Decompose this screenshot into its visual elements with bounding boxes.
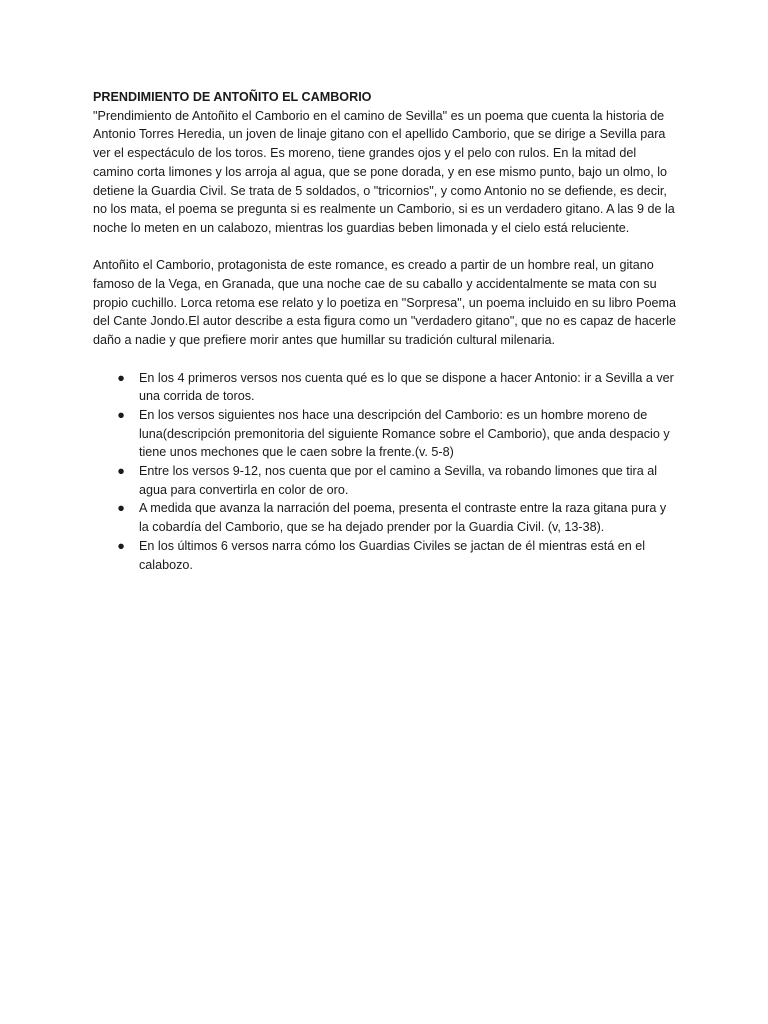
document-title: PRENDIMIENTO DE ANTOÑITO EL CAMBORIO <box>93 90 372 104</box>
bullet-text: En los versos siguientes nos hace una descripción del Camborio: es un hombre moreno de luna(descripción premonitoria del siguiente Romance sobre el Camborio), que anda despacio y tiene unos mechones que le caen sobre la frente.(v. 5-8) <box>139 407 670 460</box>
bullet-icon: ● <box>117 464 125 479</box>
bullet-list <box>93 369 679 575</box>
bullet-text: A medida que avanza la narración del poema, presenta el contraste entre la raza gitana pura y la cobardía del Camborio, que se ha dejado prender por la Guardia Civil. (v, 13-38). <box>139 501 667 535</box>
paragraph-background: Antoñito el Camborio, protagonista de este romance, es creado a partir de un hombre real, un gitano famoso de la Vega, en Granada, que una noche cae de su caballo y accidentalmente se mata con su propio cuchillo. Lorca retoma ese relato y lo poetiza en "Sorpresa", un poema incluido en su libro Poema del Cante Jondo.El autor describe a esta figura como un "verdadero gitano", que no es capaz de hacerle daño a nadie y que prefiere morir antes que humillar su tradición cultural milenaria. <box>93 258 677 348</box>
bullet-icon: ● <box>117 538 125 553</box>
bullet-item <box>93 537 679 574</box>
bullet-icon: ● <box>117 501 125 516</box>
bullet-item <box>93 369 679 406</box>
bullet-text: En los 4 primeros versos nos cuenta qué es lo que se dispone a hacer Antonio: ir a Sevilla a ver una corrida de toros. <box>139 370 674 404</box>
bullet-text: En los últimos 6 versos narra cómo los Guardias Civiles se jactan de él mientras está en el calabozo. <box>139 538 646 572</box>
document-page <box>93 88 679 574</box>
bullet-text: Entre los versos 9-12, nos cuenta que por el camino a Sevilla, va robando limones que tira al agua para convertirla en color de oro. <box>139 464 658 497</box>
bullet-item <box>93 462 679 499</box>
bullet-icon: ● <box>117 370 125 385</box>
bullet-item <box>93 406 679 462</box>
bullet-item <box>93 499 679 536</box>
paragraph-intro: "Prendimiento de Antoñito el Camborio en el camino de Sevilla" es un poema que cuenta la historia de Antonio Torres Heredia, un joven de linaje gitano con el apellido Camborio, que se dirige a Sevilla para ver el espectáculo de los toros. Es moreno, tiene grandes ojos y el pelo con rulos. En la mitad del camino corta limones y los arroja al agua, que se pone dorada, y en ese mismo punto, bajo un olmo, lo detiene la Guardia Civil. Se trata de 5 soldados, o "tricornios", y como Antonio no se defiende, es decir, no los mata, el poema se pregunta si es realmente un Camborio, si es un verdadero gitano. A las 9 de la noche lo meten en un calabozo, mientras los guardias beben limonada y el cielo está reluciente. <box>93 108 675 235</box>
bullet-icon: ● <box>117 407 125 422</box>
